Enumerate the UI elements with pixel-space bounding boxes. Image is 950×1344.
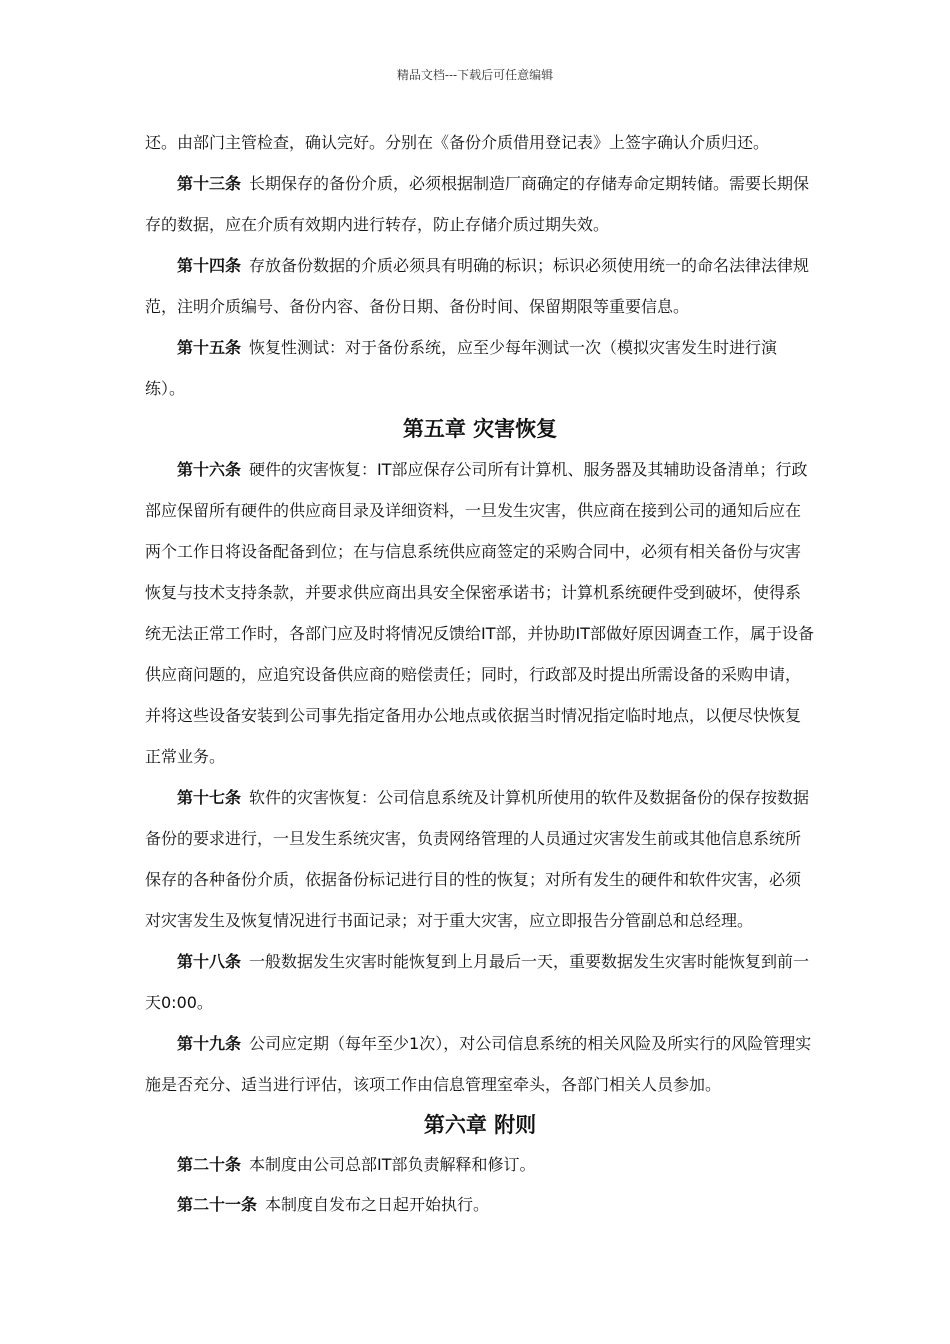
article-text: 本制度自发布之日起开始执行。: [265, 1195, 490, 1214]
article-label: 第二十条: [177, 1155, 242, 1174]
paragraph-continuation: [145, 122, 815, 163]
article-text: 恢复性测试：对于备份系统，应至少每年测试一次（模拟灾害发生时进行演练）。: [145, 338, 778, 398]
article-18: [145, 941, 815, 1023]
article-label: 第十四条: [177, 256, 242, 275]
article-text: 一般数据发生灾害时能恢复到上月最后一天，重要数据发生灾害时能恢复到前一天0:00。: [145, 952, 810, 1012]
page-header: 精品文档---下载后可任意编辑: [396, 68, 554, 82]
article-text: 存放备份数据的介质必须具有明确的标识；标识必须使用统一的命名法律法律规范，注明介质编号、备份内容、备份日期、备份时间、保留期限等重要信息。: [145, 256, 810, 316]
article-label: 第十八条: [177, 952, 242, 971]
chapter-5-title: 第五章 灾害恢复: [402, 417, 558, 441]
article-text: 长期保存的备份介质，必须根据制造厂商确定的存储寿命定期转储。需要长期保存的数据，应在介质有效期内进行转存，防止存储介质过期失效。: [145, 174, 810, 234]
article-text: 公司应定期（每年至少1次），对公司信息系统的相关风险及所实行的风险管理实施是否充分、适当进行评估，该项工作由信息管理室牵头，各部门相关人员参加。: [145, 1034, 812, 1094]
article-17: [145, 777, 815, 941]
article-14: [145, 245, 815, 327]
article-13: [145, 163, 815, 245]
article-label: 第十六条: [177, 460, 242, 479]
article-label: 第十三条: [177, 174, 242, 193]
article-text: 软件的灾害恢复：公司信息系统及计算机所使用的软件及数据备份的保存按数据备份的要求进行，一旦发生系统灾害，负责网络管理的人员通过灾害发生前或其他信息系统所保存的各种备份介质，依据备份标记进行目的性的恢复；对所有发生的硬件和软件灾害，必须对灾害发生及恢复情况进行书面记录；对于重大灾害，应立即报告分管副总和总经理。: [145, 788, 810, 930]
article-21: [145, 1185, 815, 1225]
article-label: 第二十一条: [177, 1195, 258, 1214]
article-label: 第十五条: [177, 338, 242, 357]
article-text: 硬件的灾害恢复：IT部应保存公司所有计算机、服务器及其辅助设备清单；行政部应保留所有硬件的供应商目录及详细资料，一旦发生灾害，供应商在接到公司的通知后应在两个工作日将设备配备到位；在与信息系统供应商签定的采购合同中，必须有相关备份与灾害恢复与技术支持条款，并要求供应商出具安全保密承诺书；计算机系统硬件受到破坏，使得系统无法正常工作时，各部门应及时将情况反馈给IT部，并协助IT部做好原因调查工作，属于设备供应商问题的，应追究设备供应商的赔偿责任；同时，行政部及时提出所需设备的采购申请，并将这些设备安装到公司事先指定备用办公地点或依据当时情况指定临时地点，以便尽快恢复正常业务。: [145, 460, 814, 766]
article-19: [145, 1023, 815, 1105]
chapter-6-title: 第六章 附则: [423, 1113, 537, 1137]
article-20: [145, 1145, 815, 1185]
paragraph-text: 还。由部门主管检查，确认完好。分别在《备份介质借用登记表》上签字确认介质归还。: [145, 133, 770, 152]
article-label: 第十九条: [177, 1034, 242, 1053]
article-text: 本制度由公司总部IT部负责解释和修订。: [249, 1155, 536, 1174]
article-16: [145, 449, 815, 777]
document-body: [145, 122, 815, 1225]
article-15: [145, 327, 815, 409]
article-label: 第十七条: [177, 788, 242, 807]
